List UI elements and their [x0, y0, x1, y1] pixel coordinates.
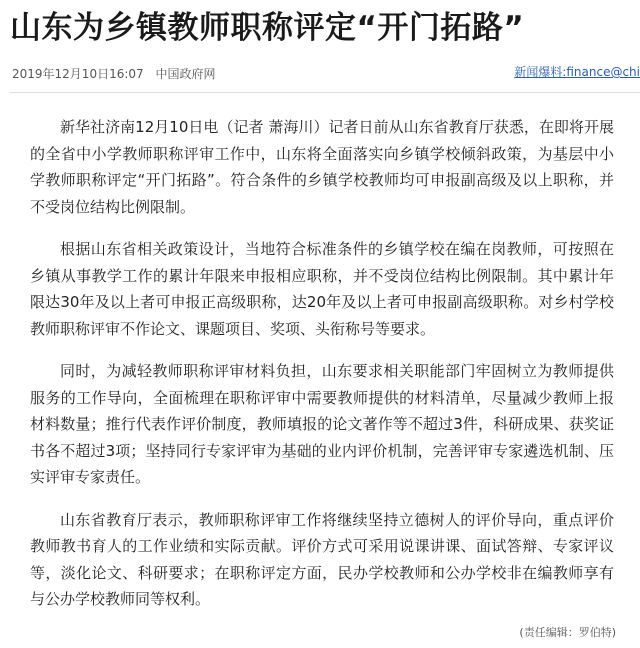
paragraph-2: 根据山东省相关政策设计，当地符合标准条件的乡镇学校在编在岗教师，可按照在乡镇从事教学工作的累计年限来申报相应职称，并不受岗位结构比例限制。其中累计年限达30年及以上者可申报正高级职称，达20年及以上者可申报副高级职称。对乡村学校教师职称评审不作论文、课题项目、奖项、头衔称号等要求。 [30, 240, 614, 338]
paragraph-3: 同时，为减轻教师职称评审材料负担，山东要求相关职能部门牢固树立为教师提供服务的工作导向，全面梳理在职称评审中需要教师提供的材料清单，尽量减少教师上报材料数量；推行代表作评价制度，教师填报的论文著作等不超过3件，科研成果、获奖证书各不超过3项；坚持同行专家评审为基础的业内评价机制，完善评审专家遴选机制、压实评审专家责任。 [30, 362, 614, 486]
news-tip [514, 64, 640, 80]
article-body [30, 114, 614, 629]
header-divider [10, 92, 640, 93]
paragraph-4: 山东省教育厅表示，教师职称评审工作将继续坚持立德树人的评价导向，重点评价教师教书育人的工作业绩和实际贡献。评价方式可采用说课讲课、面试答辩、专家评议等，淡化论文、科研要求；在职称评定方面，民办学校教师和公办学校非在编教师享有与公办学校教师同等权利。 [30, 510, 614, 608]
publish-date: 2019年12月10日16:07 [12, 67, 144, 81]
news-tip-link[interactable]: 新闻爆料:finance@chi [514, 65, 640, 79]
article-meta [12, 66, 216, 82]
article-title: 山东为乡镇教师职称评定“开门拓路” [10, 10, 525, 46]
paragraph-1: 新华社济南12月10日电（记者 萧海川）记者日前从山东省教育厅获悉，在即将开展的全省中小学教师职称评审工作中，山东将全面落实向乡镇学校倾斜政策，为基层中小学教师职称评定“开门拓路”。符合条件的乡镇学校教师均可申报副高级及以上职称，并不受岗位结构比例限制。 [30, 118, 614, 216]
article-source: 中国政府网 [155, 67, 216, 81]
responsible-editor: (责任编辑：罗伯特) [519, 626, 616, 639]
